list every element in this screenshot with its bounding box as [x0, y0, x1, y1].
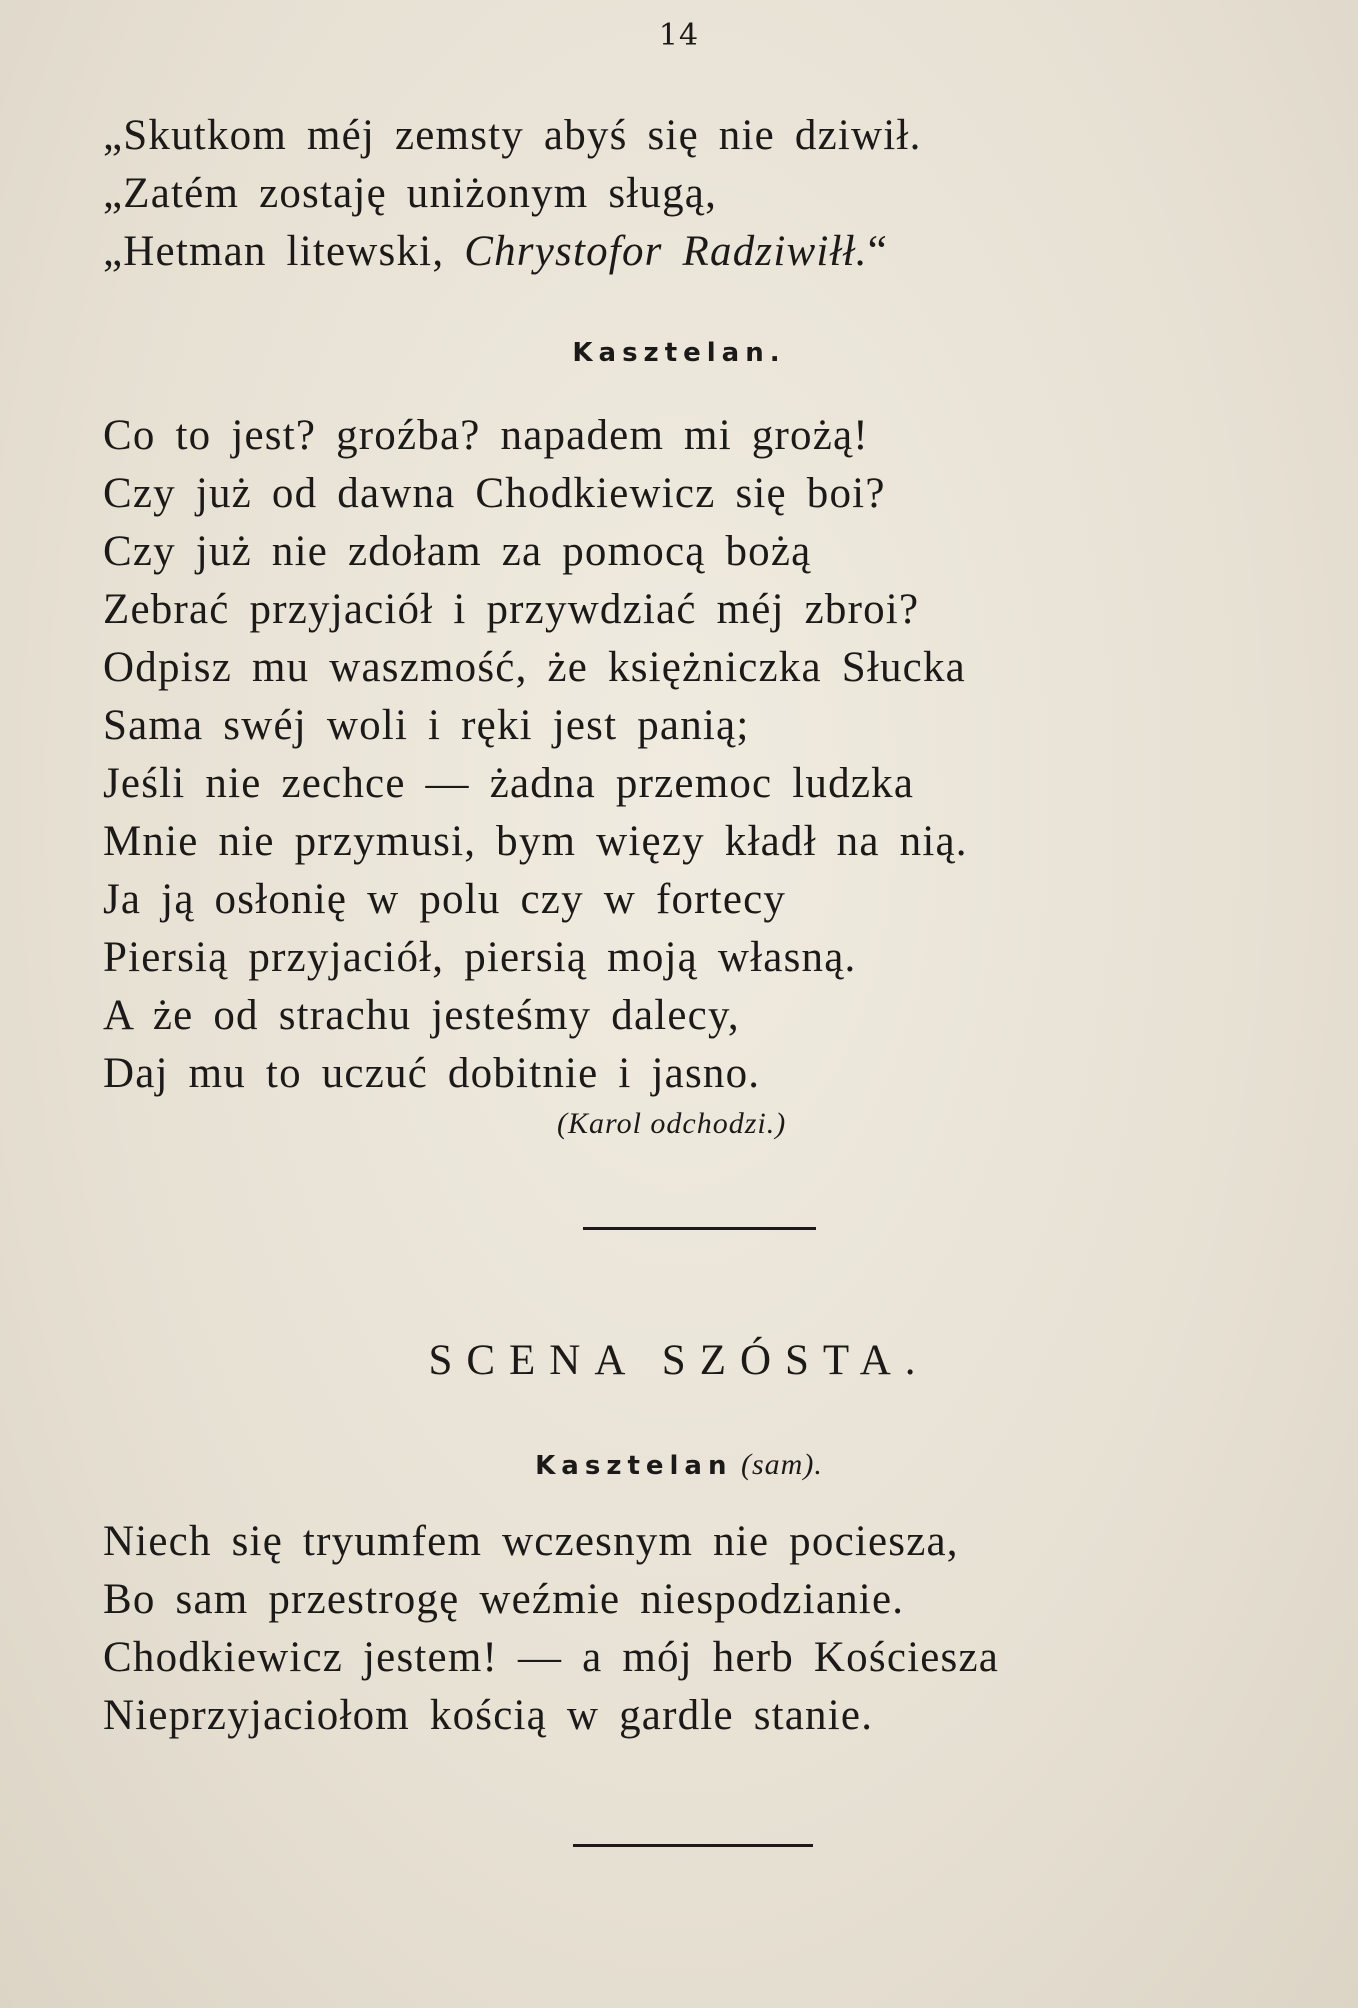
verse-line: Niech się tryumfem wczesnym nie pociesza,	[103, 1518, 959, 1565]
verse-line: Sama swéj woli i ręki jest panią;	[103, 702, 750, 749]
verse-line: Chodkiewicz jestem! — a mój herb Kościesza	[103, 1634, 1000, 1681]
page-number: 14	[658, 18, 700, 53]
verse-line: Zebrać przyjaciół i przywdziać méj zbroi?	[103, 586, 920, 633]
verse-line: Jeśli nie zechce — żadna przemoc ludzka	[103, 760, 915, 807]
verse-line: Mnie nie przymusi, bym więzy kładł na nią.	[103, 818, 968, 865]
verse-line: Bo sam przestrogę weźmie niespodzianie.	[103, 1576, 905, 1623]
stage-direction-close: )	[775, 1107, 787, 1140]
signature-name: Chrystofor Radziwiłł.	[464, 228, 868, 275]
stage-direction-text: Karol odchodzi.	[568, 1107, 776, 1140]
speaker-heading	[0, 1448, 1358, 1482]
verse-line: Czy już nie zdołam za pomocą bożą	[103, 528, 812, 575]
section-divider	[573, 1844, 813, 1847]
verse-line: Nieprzyjaciołom kością w gardle stanie.	[103, 1692, 874, 1739]
verse-line: Co to jest? groźba? napadem mi grożą!	[103, 412, 869, 459]
speaker-note-close: ).	[803, 1448, 823, 1481]
speaker-note: sam	[752, 1448, 804, 1481]
verse-line: A że od strachu jesteśmy dalecy,	[103, 992, 740, 1039]
stage-direction	[557, 1107, 786, 1141]
section-divider	[583, 1227, 816, 1230]
scene-title: SCENA SZÓSTA.	[428, 1337, 930, 1384]
verse-block-2	[103, 1513, 1283, 1745]
speaker-name: Kasztelan	[535, 1451, 733, 1481]
stage-direction-open: (	[557, 1107, 568, 1140]
verse-block-1	[103, 407, 1283, 1103]
verse-line: „Zatém zostaję uniżonym sługą,	[103, 170, 718, 217]
verse-line: „Skutkom méj zemsty abyś się nie dziwił.	[103, 112, 922, 159]
letter-closing	[103, 107, 1283, 281]
signature-suffix: “	[867, 228, 889, 275]
speaker-heading: Kasztelan.	[572, 338, 786, 368]
verse-line: Czy już od dawna Chodkiewicz się boi?	[103, 470, 886, 517]
signature-prefix: „Hetman litewski,	[103, 228, 465, 275]
signature-line	[103, 223, 1283, 281]
verse-line: Daj mu to uczuć dobitnie i jasno.	[103, 1050, 761, 1097]
verse-line: Ja ją osłonię w polu czy w fortecy	[103, 876, 787, 923]
speaker-note-open: (	[732, 1448, 752, 1481]
verse-line: Odpisz mu waszmość, że księżniczka Słucka	[103, 644, 966, 691]
verse-line: Piersią przyjaciół, piersią moją własną.	[103, 934, 857, 981]
